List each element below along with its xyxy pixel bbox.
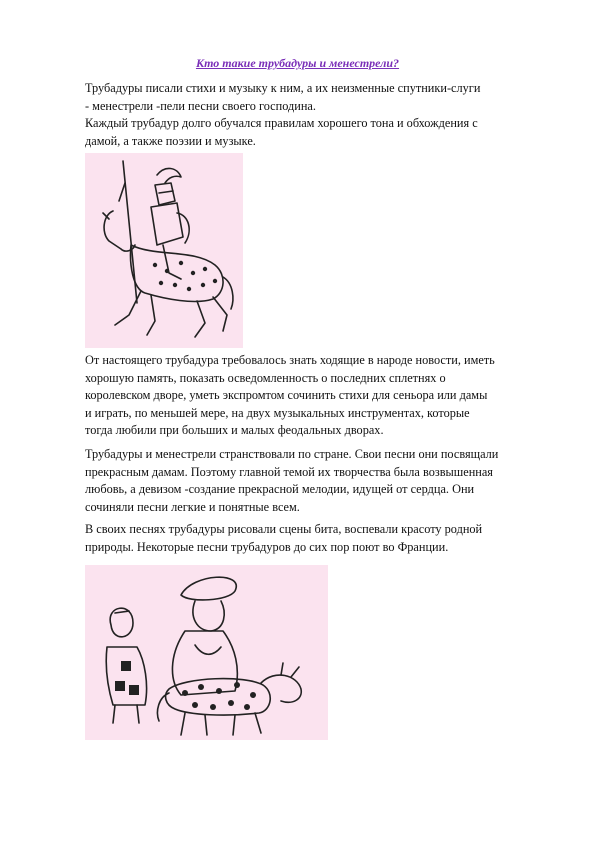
intro-line: Каждый трубадур долго обучался правилам хорошего тона и обхождения с — [85, 116, 478, 130]
duties-line: тогда любили при больших и малых феодальных дворах. — [85, 423, 384, 437]
intro-line: - менестрели -пели песни своего господина. — [85, 98, 316, 113]
knight-drawing — [85, 153, 243, 348]
intro-line: дамой, а также поэзии и музыке. — [85, 133, 256, 148]
duties-line: хорошую память, показать осведомленность о последних сплетнях о — [85, 370, 446, 385]
travel-line: прекрасным дамам. Поэтому главной темой их творчества была возвышенная — [85, 464, 493, 479]
travel-line: любовь, а девизом -создание прекрасной мелодии, идущей от сердца. Они — [85, 482, 475, 496]
travel-line: Трубадуры и менестрели странствовали по стране. Свои песни они посвящали — [85, 447, 499, 461]
troubadour-illustration — [85, 565, 328, 740]
page-title: Кто такие трубадуры и менестрели? — [195, 56, 400, 70]
duties-line: и играть, по меньшей мере, на двух музыкальных инструментах, которые — [85, 405, 470, 420]
duties-line: От настоящего трубадура требовалось знать ходящие в народе новости, иметь — [85, 353, 495, 367]
duties-paragraph — [85, 352, 555, 440]
troubadour-drawing — [85, 565, 328, 740]
songs-line: В своих песнях трубадуры рисовали сцены бита, воспевали красоту родной — [85, 522, 483, 536]
knight-illustration — [85, 153, 243, 348]
duties-line: королевском дворе, уметь экспромтом сочинить стихи для сеньора или дамы — [85, 388, 488, 402]
intro-paragraph — [85, 80, 555, 150]
songs-paragraph — [85, 521, 555, 556]
songs-line: природы. Некоторые песни трубадуров до сих пор поют во Франции. — [85, 539, 449, 554]
intro-line: Трубадуры писали стихи и музыку к ним, а их неизменные спутники-слуги — [85, 81, 481, 95]
travel-line: сочиняли песни легкие и понятные всем. — [85, 499, 300, 514]
travel-paragraph — [85, 446, 555, 516]
